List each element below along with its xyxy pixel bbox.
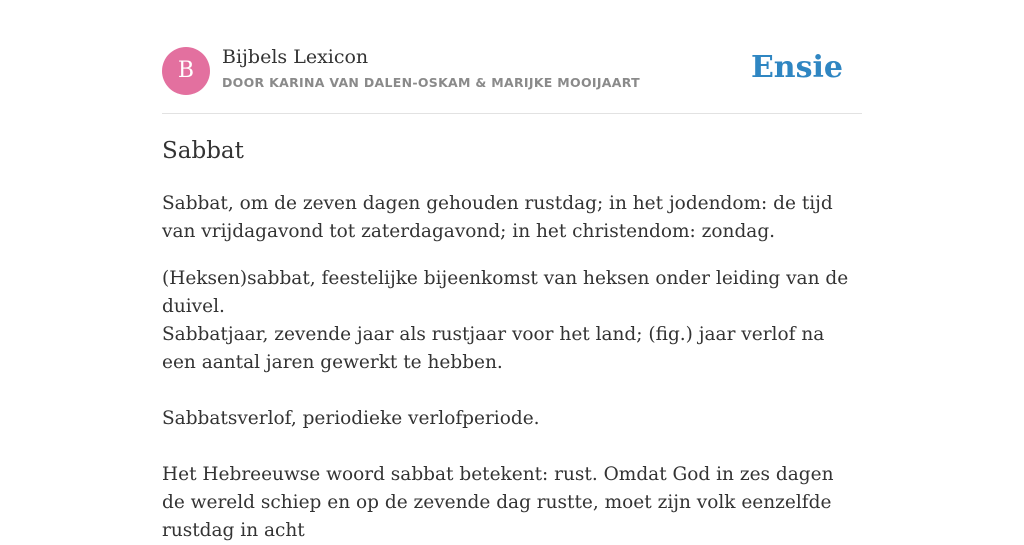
avatar[interactable]: B <box>162 47 210 95</box>
header <box>162 0 862 114</box>
ensie-logo[interactable]: Ensie <box>750 50 843 85</box>
definition-paragraph: Sabbatjaar, zevende jaar als rustjaar voor het land; (fig.) jaar verlof na een aantal jaren gewerkt te hebben. <box>162 324 825 373</box>
definition-paragraph: Sabbatsverlof, periodieke verlofperiode. <box>162 408 540 429</box>
definition-paragraph: Sabbat, om de zeven dagen gehouden rustdag; in het jodendom: de tijd van vrijdagavond tot zaterdagavond; in het christendom: zondag. <box>162 193 833 242</box>
authors-byline: DOOR KARINA VAN DALEN-OSKAM & MARIJKE MOOIJAART <box>222 75 640 90</box>
definition-paragraph: Het Hebreeuwse woord sabbat betekent: rust. Omdat God in zes dagen de wereld schiep en op de zevende dag rustte, moet zijn volk eenzelfde rustdag in acht <box>162 464 834 541</box>
definition-paragraph: (Heksen)sabbat, feestelijke bijeenkomst van heksen onder leiding van de duivel. <box>162 268 849 317</box>
lexicon-title-link[interactable]: Bijbels Lexicon <box>222 46 369 68</box>
entry-title: Sabbat <box>162 138 244 164</box>
page-container <box>162 0 862 541</box>
